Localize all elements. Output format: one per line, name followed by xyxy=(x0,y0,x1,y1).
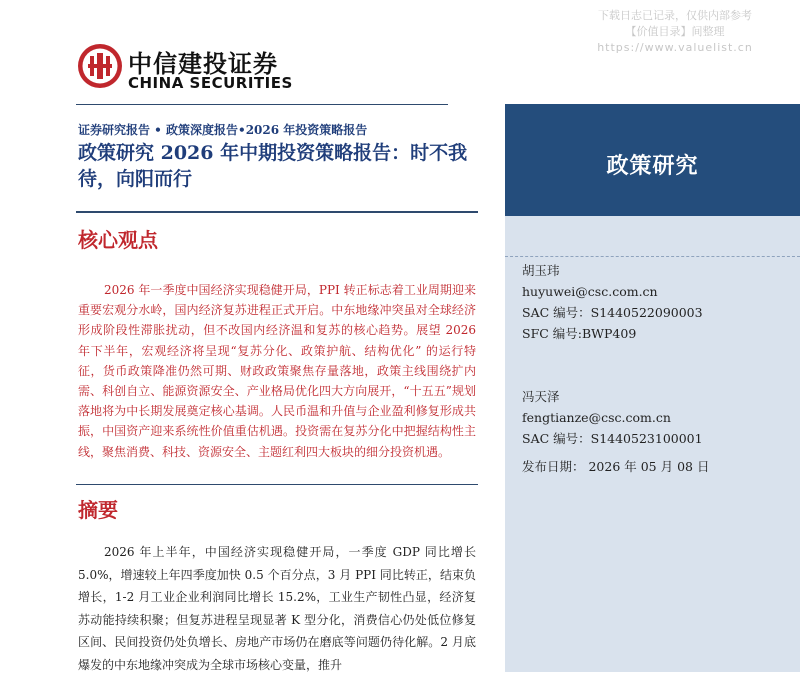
analyst-sfc: SFC 编号:BWP409 xyxy=(522,326,637,341)
watermark xyxy=(560,8,790,56)
watermark-line2: 【价值目录】间整理 xyxy=(625,25,725,38)
company-logo xyxy=(76,42,296,98)
core-view-text: 2026 年一季度中国经济实现稳健开局，PPI 转正标志着工业周期迎来重要宏观分水岭，国内经济复苏进程正式开启。中东地缘冲突虽对全球经济形成阶段性滞胀扰动，但不改国内经济温和复苏的核心趋势。展望 2026 年下半年，宏观经济将呈现“复苏分化、政策护航、结构优化” 的运行特征，货币政策降准仍然可期、财政政策聚焦存量落地，政策主线围绕扩内需、科创自立、能源资源安全、产业格局优化四大方向展开，“十五五”规划落地将为中长期发展奠定核心基调。人民币温和升值与企业盈利修复形成共振，中国资产迎来系统性价值重估机遇。投资需在复苏分化中把握结构性主线，聚焦消费、科技、资源安全、主题红利四大板块的细分投资机遇。 xyxy=(78,283,476,459)
analyst-card xyxy=(522,386,703,449)
title-divider xyxy=(76,211,478,213)
analyst-email: huyuwei@csc.com.cn xyxy=(522,284,658,299)
header-divider xyxy=(76,104,448,105)
breadcrumb: 证券研究报告 • 政策深度报告•2026 年投资策略报告 xyxy=(78,123,368,137)
summary-text: 2026 年上半年，中国经济实现稳健开局，一季度 GDP 同比增长 5.0%，增速较上年四季度加快 0.5 个百分点，3 月 PPI 同比转正，结束负增长，1-2 月工业企业利润同比增长 15.2%，工业生产韧性凸显，经济复苏动能持续积聚；但复苏进程呈现显著 K 型分化，消费信心仍处低位修复区间、民间投资仍处负增长、房地产市场仍在磨底等问题仍待化解。2 月底爆发的中东地缘冲突成为全球市场核心变量，推升 xyxy=(78,545,476,672)
section-divider xyxy=(76,484,478,485)
analyst-sac: SAC 编号：S1440523100001 xyxy=(522,431,703,446)
analyst-name: 胡玉玮 xyxy=(522,263,560,278)
logo-name-zh: 中信建投证券 xyxy=(128,49,278,78)
citic-logo-icon xyxy=(76,42,124,90)
analyst-name: 冯天泽 xyxy=(522,389,560,404)
page-title: 政策研究 2026 年中期投资策略报告：时不我待，向阳而行 xyxy=(78,142,468,190)
sidebar-banner-label: 政策研究 xyxy=(606,154,699,179)
publish-date: 发布日期： 2026 年 05 月 08 日 xyxy=(522,459,710,474)
watermark-line1: 下载日志已记录，仅供内部参考 xyxy=(598,9,752,22)
logo-name-en: CHINA SECURITIES xyxy=(128,74,293,92)
sidebar-banner xyxy=(505,104,800,216)
watermark-url: https://www.valuelist.cn xyxy=(597,41,753,54)
analyst-card xyxy=(522,260,703,344)
analyst-email: fengtianze@csc.com.cn xyxy=(522,410,671,425)
summary-heading: 摘要 xyxy=(78,498,118,522)
analyst-sac: SAC 编号：S1440522090003 xyxy=(522,305,703,320)
core-view-heading: 核心观点 xyxy=(78,228,158,252)
sidebar-divider xyxy=(505,256,800,257)
